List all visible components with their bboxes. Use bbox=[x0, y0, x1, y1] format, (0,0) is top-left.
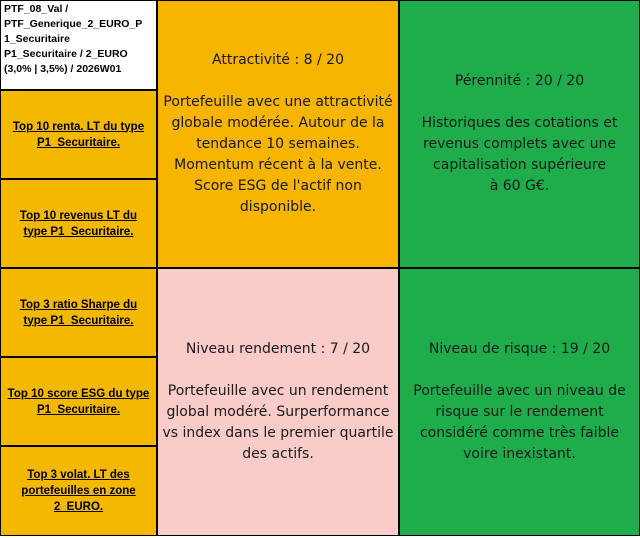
portfolio-header bbox=[1, 1, 156, 89]
panel-description bbox=[163, 92, 392, 218]
panel-line: disponible. bbox=[239, 199, 317, 215]
panel-line: Portefeuille avec une attractivité bbox=[163, 94, 393, 110]
panel-line: risque sur le rendement bbox=[435, 404, 604, 420]
panel-rendement bbox=[158, 269, 398, 535]
panel-attractivite bbox=[158, 1, 398, 267]
panel-perennite bbox=[400, 1, 639, 267]
side-item-top-esg[interactable] bbox=[1, 358, 156, 445]
side-item-line: 2_EURO. bbox=[53, 501, 104, 513]
panel-line: revenus complets avec une bbox=[423, 136, 616, 152]
side-item-line: P1_Securitaire. bbox=[36, 136, 121, 149]
panel-title: Niveau rendement : 7 / 20 bbox=[185, 341, 371, 357]
side-item-link[interactable] bbox=[21, 467, 135, 515]
side-item-line: Top 10 score ESG du type bbox=[7, 387, 150, 400]
side-item-line: Top 3 ratio Sharpe du bbox=[19, 298, 138, 311]
side-item-line: Top 10 renta. LT du type bbox=[12, 120, 145, 133]
panel-line: Portefeuille avec un rendement bbox=[167, 383, 389, 399]
side-item-link[interactable] bbox=[20, 208, 137, 240]
side-item-top-renta[interactable] bbox=[1, 91, 156, 178]
side-item-top-sharpe[interactable] bbox=[1, 269, 156, 356]
header-line: (3,0% | 3,5%) / 2026W01 bbox=[4, 63, 122, 75]
side-item-top-volat[interactable] bbox=[1, 447, 156, 535]
panel-title: Pérennité : 20 / 20 bbox=[454, 73, 585, 89]
header-line: PTF_08_Val / bbox=[4, 3, 69, 15]
side-item-line: type P1_Securitaire. bbox=[23, 314, 134, 327]
panel-line: des actifs. bbox=[242, 446, 314, 462]
header-line: P1_Securitaire / 2_EURO bbox=[4, 48, 128, 60]
header-line: PTF_Generique_2_EURO_P bbox=[4, 18, 143, 30]
panel-line: Historiques des cotations et bbox=[421, 115, 618, 131]
panel-line: voire inexistant. bbox=[463, 446, 576, 462]
side-item-line: portefeuilles en zone bbox=[21, 485, 136, 497]
panel-line: Momentum récent à la vente. bbox=[174, 157, 382, 173]
panel-description bbox=[162, 381, 393, 465]
panel-line: global modéré. Surperformance bbox=[166, 404, 390, 420]
side-item-top-revenus[interactable] bbox=[1, 180, 156, 267]
panel-risque bbox=[400, 269, 639, 535]
panel-line: Portefeuille avec un niveau de bbox=[413, 383, 626, 399]
side-item-link[interactable] bbox=[20, 297, 137, 329]
panel-title: Attractivité : 8 / 20 bbox=[212, 52, 344, 68]
panel-description bbox=[422, 113, 618, 197]
side-item-line: type P1_Securitaire. bbox=[23, 225, 134, 238]
panel-line: tendance 10 semaines. bbox=[196, 136, 360, 152]
panel-line: à 60 G€. bbox=[489, 178, 550, 194]
panel-line: capitalisation supérieure bbox=[433, 157, 606, 173]
side-item-line: Top 10 revenus LT du bbox=[19, 209, 138, 222]
panel-description bbox=[413, 381, 625, 465]
side-item-line: P1_Securitaire. bbox=[36, 403, 121, 416]
side-item-link[interactable] bbox=[13, 119, 144, 151]
side-item-line: Top 3 volat. LT des bbox=[27, 469, 130, 481]
panel-line: considéré comme très faible bbox=[419, 425, 619, 441]
side-item-link[interactable] bbox=[8, 386, 150, 418]
panel-line: globale modérée. Autour de la bbox=[171, 115, 385, 131]
panel-line: Score ESG de l'actif non bbox=[194, 178, 362, 194]
panel-line: vs index dans le premier quartile bbox=[162, 425, 394, 441]
panel-title: Niveau de risque : 19 / 20 bbox=[428, 341, 611, 357]
header-line: 1_Securitaire bbox=[4, 33, 70, 45]
